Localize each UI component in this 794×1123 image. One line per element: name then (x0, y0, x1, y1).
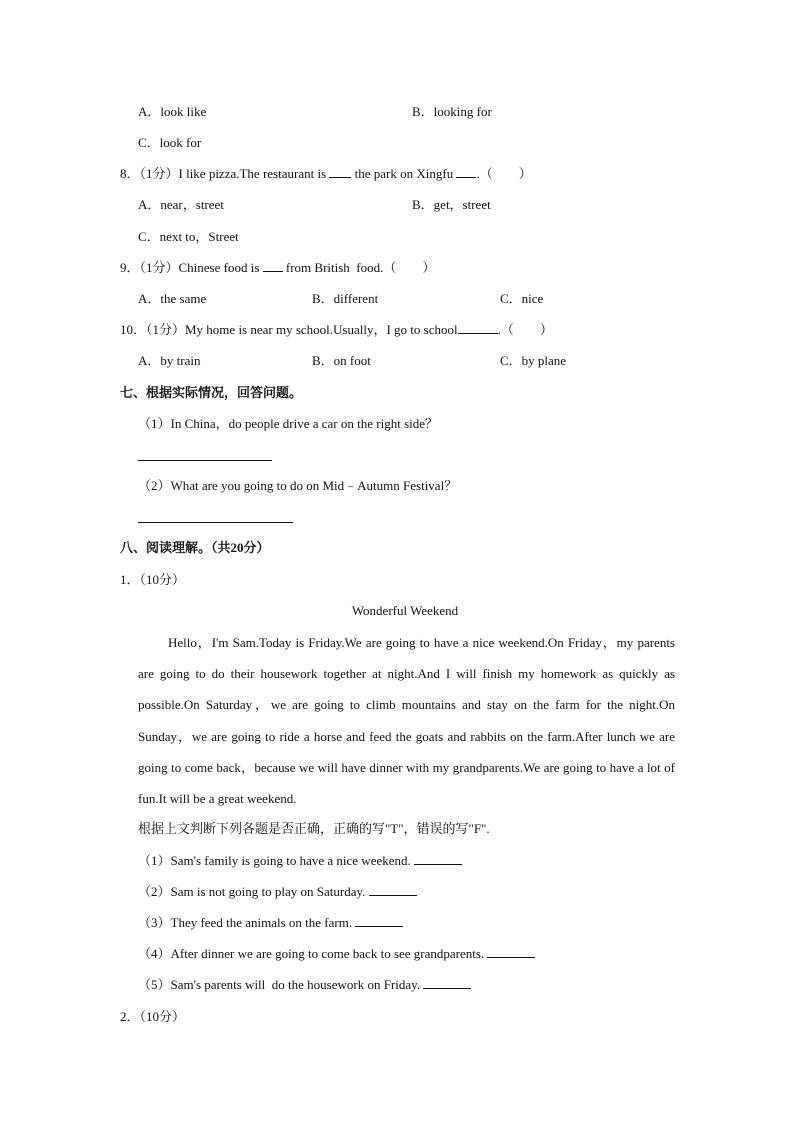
q7-option-c: C．look for (138, 135, 202, 150)
q9-option-b: B．different (312, 291, 379, 306)
answer-blank[interactable] (355, 926, 403, 927)
statement-5: （5）Sam's parents will do the housework on Friday. (138, 977, 471, 993)
q10-option-a: A．by train (138, 353, 201, 368)
q9-stem: 9．（1分）Chinese food is from British food.（ ） (120, 260, 436, 275)
q10-stem: 10．（1分）My home is near my school.Usually，I go to school .（ ） (120, 322, 553, 337)
statement-2: （2）Sam is not going to play on Saturday. (138, 884, 417, 900)
q9-option-a: A．the same (138, 291, 207, 306)
answer-blank[interactable] (414, 864, 462, 865)
answer-line-1[interactable] (138, 460, 272, 461)
q8-option-b: B．get，street (412, 197, 491, 212)
reading-item-1-label: 1．（10分） (120, 572, 186, 587)
reading-item-2-label: 2．（10分） (120, 1009, 186, 1024)
answer-blank[interactable] (423, 988, 471, 989)
passage-paragraph: Hello，I'm Sam.Today is Friday.We are going to have a nice weekend.On Friday，my parents are going to do their housework together at night.And I will finish my homework as quickly as possible.On Saturday，we are going to climb mountains and stay on the farm for the night.On Sunday，we are going to ride a horse and feed the goats and rabbits on the farm.After lunch we are going to come back，because we will have dinner with my grandparents.We are going to have a lot of fun.It will be a great weekend. (138, 635, 675, 807)
q8-stem: 8．（1分）I like pizza.The restaurant is the park on Xingfu .（ ） (120, 166, 532, 181)
statement-4: （4）After dinner we are going to come back to see grandparents. (138, 946, 535, 962)
section-7-heading: 七、根据实际情况，回答问题。 (120, 385, 303, 400)
answer-blank[interactable] (487, 957, 535, 958)
passage-text (138, 627, 675, 814)
answer-blank[interactable] (369, 895, 417, 896)
section-7-question-1: （1）In China，do people drive a car on the right side？ (138, 416, 439, 431)
q10-option-c: C．by plane (500, 353, 567, 368)
answer-line-2[interactable] (138, 522, 293, 523)
q7-option-a: A．look like (138, 104, 207, 119)
section-7-question-2: （2）What are you going to do on Mid﹣Autumn Festival？ (138, 478, 458, 493)
q9-option-c: C．nice (500, 291, 544, 306)
q8-option-a: A．near，street (138, 197, 224, 212)
q7-option-b: B．looking for (412, 104, 492, 119)
section-8-heading: 八、阅读理解。（共20分） (120, 540, 270, 555)
tf-instruction: 根据上文判断下列各题是否正确，正确的写"T"，错误的写"F". (138, 821, 490, 836)
statement-3: （3）They feed the animals on the farm. (138, 915, 403, 931)
q10-option-b: B．on foot (312, 353, 371, 368)
q8-option-c: C．next to，Street (138, 229, 239, 244)
passage-title: Wonderful Weekend (351, 603, 459, 618)
statement-1: （1）Sam's family is going to have a nice weekend. (138, 853, 462, 869)
